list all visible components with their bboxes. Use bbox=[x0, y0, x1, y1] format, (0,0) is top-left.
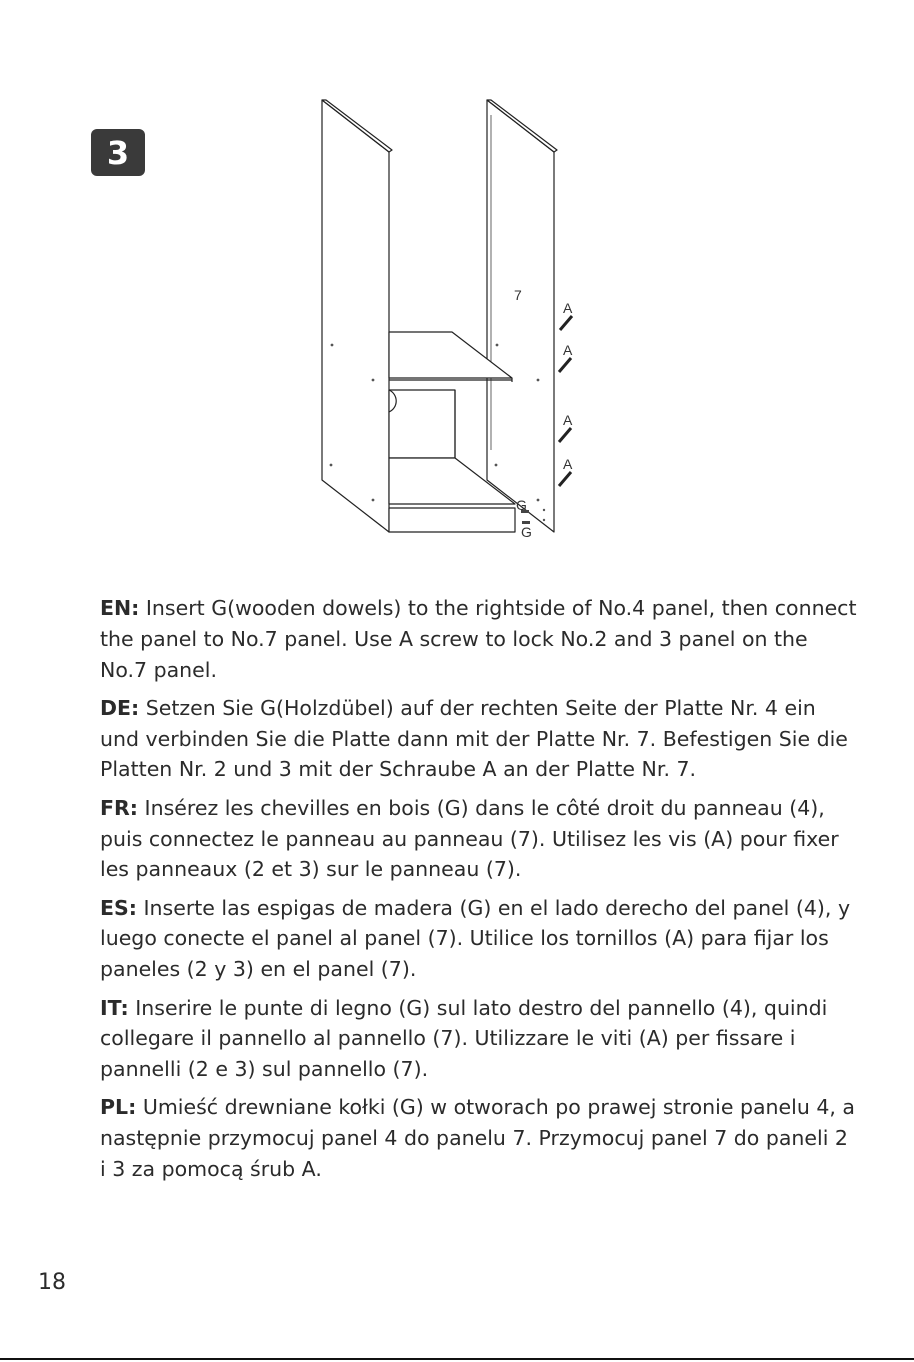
dowel-label: G bbox=[516, 497, 527, 513]
lang-code: FR: bbox=[100, 795, 138, 820]
page-number: 18 bbox=[38, 1270, 66, 1295]
dowel-label: G bbox=[521, 524, 532, 540]
instruction-text: Inserte las espigas de madera (G) en el lado derecho del panel (4), y luego conecte el panel al panel (7). Utilice los tornillos (A) para fijar los paneles (2 y 3) en el panel (7). bbox=[100, 895, 851, 982]
instruction-en bbox=[100, 593, 860, 685]
lang-code: ES: bbox=[100, 895, 137, 920]
instruction-it bbox=[100, 993, 860, 1085]
right-side-panel-7 bbox=[487, 100, 557, 532]
instruction-de bbox=[100, 693, 860, 785]
screw-label: A bbox=[563, 456, 573, 472]
bottom-rule bbox=[0, 1358, 914, 1360]
instruction-text: Insert G(wooden dowels) to the rightside of No.4 panel, then connect the panel to No.7 panel. Use A screw to lock No.2 and 3 panel on the No.7 panel. bbox=[100, 596, 857, 682]
screw-a-1 bbox=[560, 300, 573, 330]
screw-label: A bbox=[563, 342, 573, 358]
lang-code: IT: bbox=[100, 995, 129, 1020]
instruction-text: Insérez les chevilles en bois (G) dans le côté droit du panneau (4), puis connectez le panneau au panneau (7). Utilisez les vis (A) pour fixer les panneaux (2 et 3) sur le panneau (7). bbox=[100, 795, 839, 882]
left-side-panel bbox=[322, 100, 392, 532]
step-number-badge: 3 bbox=[91, 129, 145, 176]
lang-code: PL: bbox=[100, 1095, 137, 1120]
instruction-es bbox=[100, 893, 860, 985]
panel-7-label: 7 bbox=[514, 287, 522, 303]
screw-a-4 bbox=[559, 456, 573, 486]
instruction-text: Inserire le punte di legno (G) sul lato destro del pannello (4), quindi collegare il pannello al pannello (7). Utilizzare le viti (A) per fissare i pannelli (2 e 3) sul pannello (7). bbox=[100, 995, 828, 1082]
assembly-diagram bbox=[300, 90, 600, 550]
dowel-g-2 bbox=[521, 521, 532, 540]
lang-code: DE: bbox=[100, 695, 140, 720]
screw-label: A bbox=[563, 300, 573, 316]
screw-a-2 bbox=[559, 342, 573, 372]
back-panel bbox=[389, 390, 455, 458]
screw-label: A bbox=[563, 412, 573, 428]
screw-a-3 bbox=[559, 412, 573, 442]
instruction-fr bbox=[100, 793, 860, 885]
instruction-text: Umieść drewniane kołki (G) w otworach po prawej stronie panelu 4, a następnie przymocuj panel 4 do panelu 7. Przymocuj panel 7 do paneli 2 i 3 za pomocą śrub A. bbox=[100, 1095, 855, 1182]
lang-code: EN: bbox=[100, 596, 140, 620]
instruction-pl bbox=[100, 1092, 860, 1184]
instruction-text: Setzen Sie G(Holzdübel) auf der rechten Seite der Platte Nr. 4 ein und verbinden Sie die Platte dann mit der Platte Nr. 7. Befestigen Sie die Platten Nr. 2 und 3 mit der Schraube A an der Platte Nr. 7. bbox=[100, 695, 848, 782]
instructions-block bbox=[100, 593, 860, 1192]
